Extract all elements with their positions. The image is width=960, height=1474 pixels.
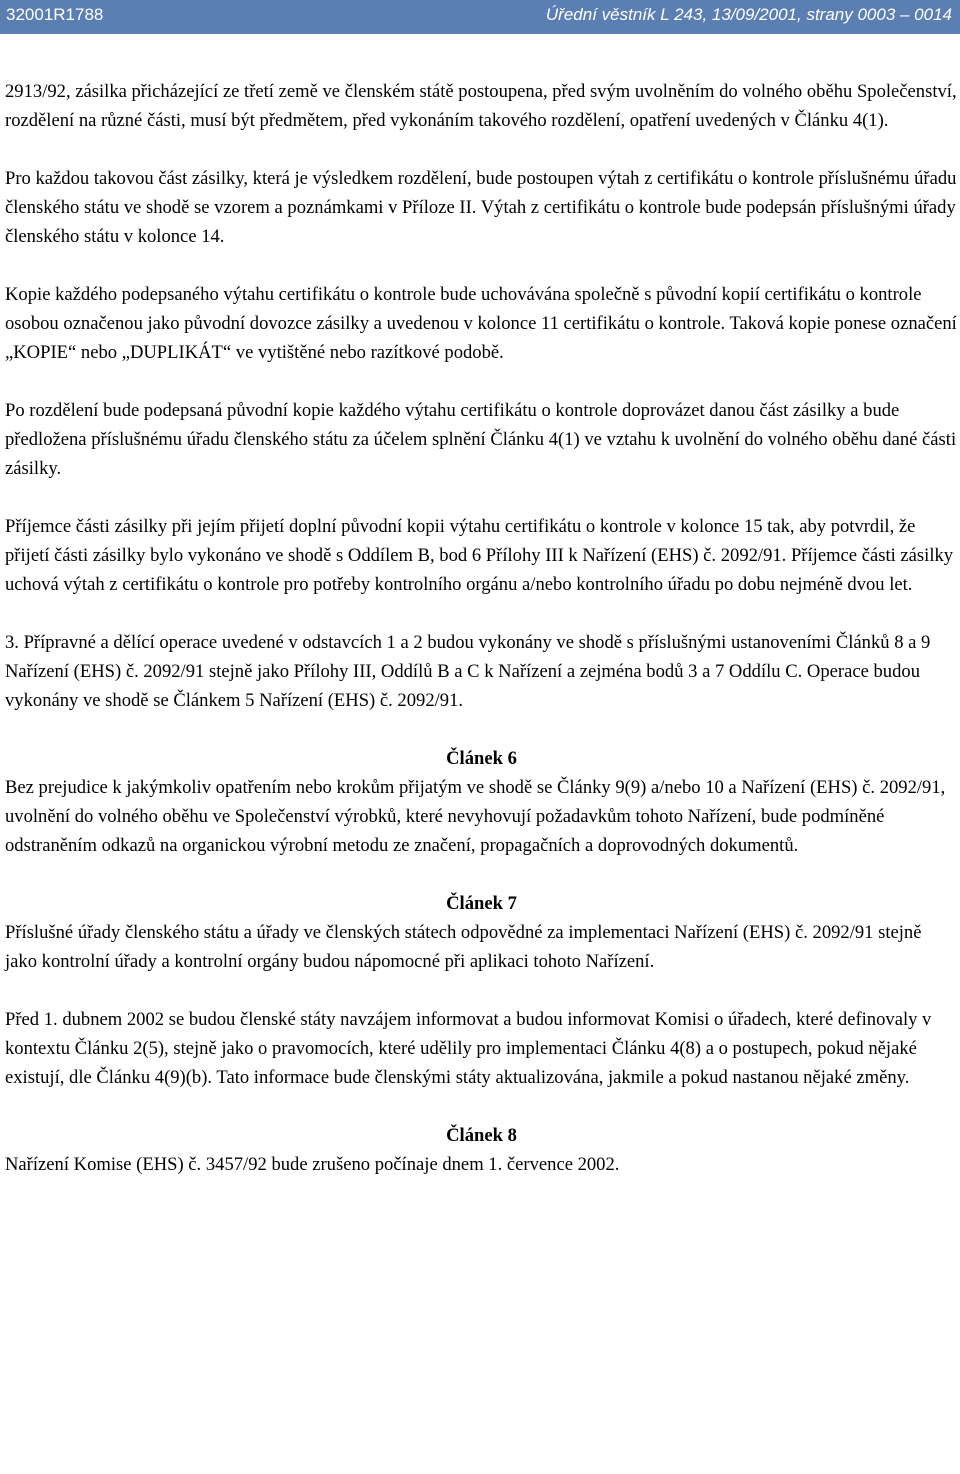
paragraph: Nařízení Komise (EHS) č. 3457/92 bude zrušeno počínaje dnem 1. července 2002.: [5, 1154, 620, 1175]
article-heading: Článek 8: [446, 1125, 517, 1146]
document-id: 32001R1788: [6, 5, 104, 24]
article-heading: Článek 7: [446, 893, 517, 914]
paragraph: Před 1. dubnem 2002 se budou členské státy navzájem informovat a budou informovat Komisi o úřadech, které definovaly v kontextu Článku 2(5), stejně jako o pravomocích, které udělily pro implementaci Článku 4(8) a o postupech, pokud nějaké existují, dle Článku 4(9)(b). Tato informace bude členskými státy aktualizována, jakmile a pokud nastanou nějaké změny.: [5, 1009, 932, 1088]
document-body: [5, 77, 958, 1208]
document-header: [0, 0, 960, 34]
paragraph: 3. Přípravné a dělící operace uvedené v odstavcích 1 a 2 budou vykonány ve shodě s příslušnými ustanoveními Článků 8 a 9 Nařízení (EHS) č. 2092/91 stejně jako Přílohy III, Oddílů B a C k Nařízení a zejména bodů 3 a 7 Oddílu C. Operace budou vykonány ve shodě se Článkem 5 Nařízení (EHS) č. 2092/91.: [5, 632, 931, 711]
journal-reference: Úřední věstník L 243, 13/09/2001, strany 0003 – 0014: [545, 5, 952, 24]
article-heading: Článek 6: [446, 748, 517, 769]
paragraph: 2913/92, zásilka přicházející ze třetí země ve členském státě postoupena, před svým uvolněním do volného oběhu Společenství, rozdělení na různé části, musí být předmětem, před vykonáním takového rozdělení, opatření uvedených v Článku 4(1).: [5, 81, 957, 131]
paragraph: Kopie každého podepsaného výtahu certifikátu o kontrole bude uchovávána společně s původní kopií certifikátu o kontrole osobou označenou jako původní dovozce zásilky a uvedenou v kolonce 11 certifikátu o kontrole. Taková kopie ponese označení „KOPIE“ nebo „DUPLIKÁT“ ve vytištěné nebo razítkové podobě.: [5, 284, 957, 363]
paragraph: Příjemce části zásilky při jejím přijetí doplní původní kopii výtahu certifikátu o kontrole v kolonce 15 tak, aby potvrdil, že přijetí části zásilky bylo vykonáno ve shodě s Oddílem B, bod 6 Přílohy III k Nařízení (EHS) č. 2092/91. Příjemce části zásilky uchová výtah z certifikátu o kontrole pro potřeby kontrolního orgánu a/nebo kontrolního úřadu po dobu nejméně dvou let.: [5, 516, 954, 595]
paragraph: Pro každou takovou část zásilky, která je výsledkem rozdělení, bude postoupen výtah z certifikátu o kontrole příslušnému úřadu členského státu ve shodě se vzorem a poznámkami v Příloze II. Výtah z certifikátu o kontrole bude podepsán příslušnými úřady členského státu v kolonce 14.: [5, 168, 957, 247]
paragraph: Příslušné úřady členského státu a úřady ve členských státech odpovědné za implementaci Nařízení (EHS) č. 2092/91 stejně jako kontrolní úřady a kontrolní orgány budou nápomocné při aplikaci tohoto Nařízení.: [5, 922, 922, 972]
paragraph: Bez prejudice k jakýmkoliv opatřením nebo krokům přijatým ve shodě se Články 9(9) a/nebo 10 a Nařízení (EHS) č. 2092/91, uvolnění do volného oběhu ve Společenství výrobků, které nevyhovují požadavkům tohoto Nařízení, bude podmíněné odstraněním odkazů na organickou výrobní metodu ze značení, propagačních a doprovodných dokumentů.: [5, 777, 946, 856]
paragraph: Po rozdělení bude podepsaná původní kopie každého výtahu certifikátu o kontrole doprovázet danou část zásilky a bude předložena příslušnému úřadu členského státu za účelem splnění Článku 4(1) ve vztahu k uvolnění do volného oběhu dané části zásilky.: [5, 400, 957, 479]
